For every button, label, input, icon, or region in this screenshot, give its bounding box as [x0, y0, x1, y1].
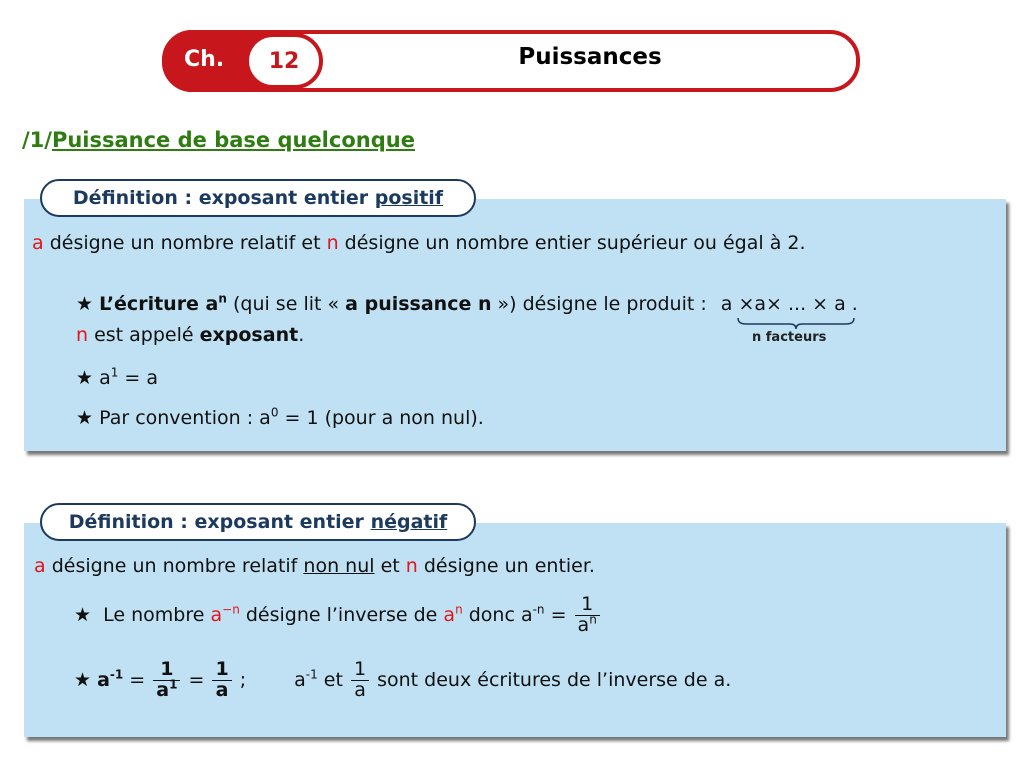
section-title: Puissance de base quelconque	[51, 128, 415, 152]
def1-a1-line: ★ $a^1 = a$	[76, 365, 159, 389]
fraction-1-over-a-1: $\frac{1}{a^1}$	[153, 660, 180, 701]
fraction-1-over-a-plain: $\frac{1}{a}$	[351, 660, 369, 701]
pill-emphasis: négatif	[370, 511, 448, 533]
star-icon: ★	[76, 407, 94, 429]
product-expression: a ×a× ... × a	[720, 293, 846, 315]
fraction-1-over-a-n: $\frac{1}{a^n}$	[575, 595, 600, 636]
star-icon: ★	[74, 603, 92, 626]
def1-convention-line: ★ Par convention : $a^0 = 1$ (pour a non nul).	[76, 405, 484, 429]
brace-icon	[736, 316, 856, 330]
pill-prefix: Définition : exposant entier	[72, 187, 369, 209]
chapter-number: 12	[245, 33, 323, 89]
star-icon: ★	[74, 668, 92, 691]
def1-intro: a désigne un nombre relatif et n désigne un nombre entier supérieur ou égal à 2.	[32, 232, 806, 254]
chapter-label: Ch.	[184, 47, 225, 72]
star-icon: ★	[76, 293, 94, 315]
chapter-title: Puissances	[518, 44, 662, 70]
def1-ecriture-line: ★ L’écriture $a^n$ (qui se lit « a puissance n ») désigne le produit : a ×a× ... × a .	[76, 291, 858, 315]
definition-pill-negative	[40, 503, 476, 541]
def2-inverse-line: ★ Le nombre $a^{-n}$ désigne l’inverse de $a^n$ donc $a^{-n}$ = $\frac{1}{a^n}$	[74, 595, 602, 636]
section-prefix: /1/	[22, 128, 52, 152]
section-heading	[22, 128, 415, 152]
pill-prefix: Définition : exposant entier	[68, 511, 364, 533]
def1-exposant-line: n est appelé exposant.	[76, 324, 305, 346]
star-icon: ★	[76, 367, 94, 389]
fraction-1-over-a: $\frac{1}{a}$	[212, 660, 231, 701]
def2-a-minus-1-line: ★ $a^{-1}$ = $\frac{1}{a^1}$ = $\frac{1}{a}$ ; $a^{-1}$ et $\frac{1}{a}$ sont deux écritures de l’inverse de a.	[74, 658, 732, 701]
def2-intro: a désigne un nombre relatif non nul et n désigne un entier.	[34, 555, 595, 577]
pill-emphasis: positif	[374, 187, 444, 209]
brace-label: n facteurs	[752, 330, 827, 345]
definition-pill-positive	[40, 179, 476, 217]
